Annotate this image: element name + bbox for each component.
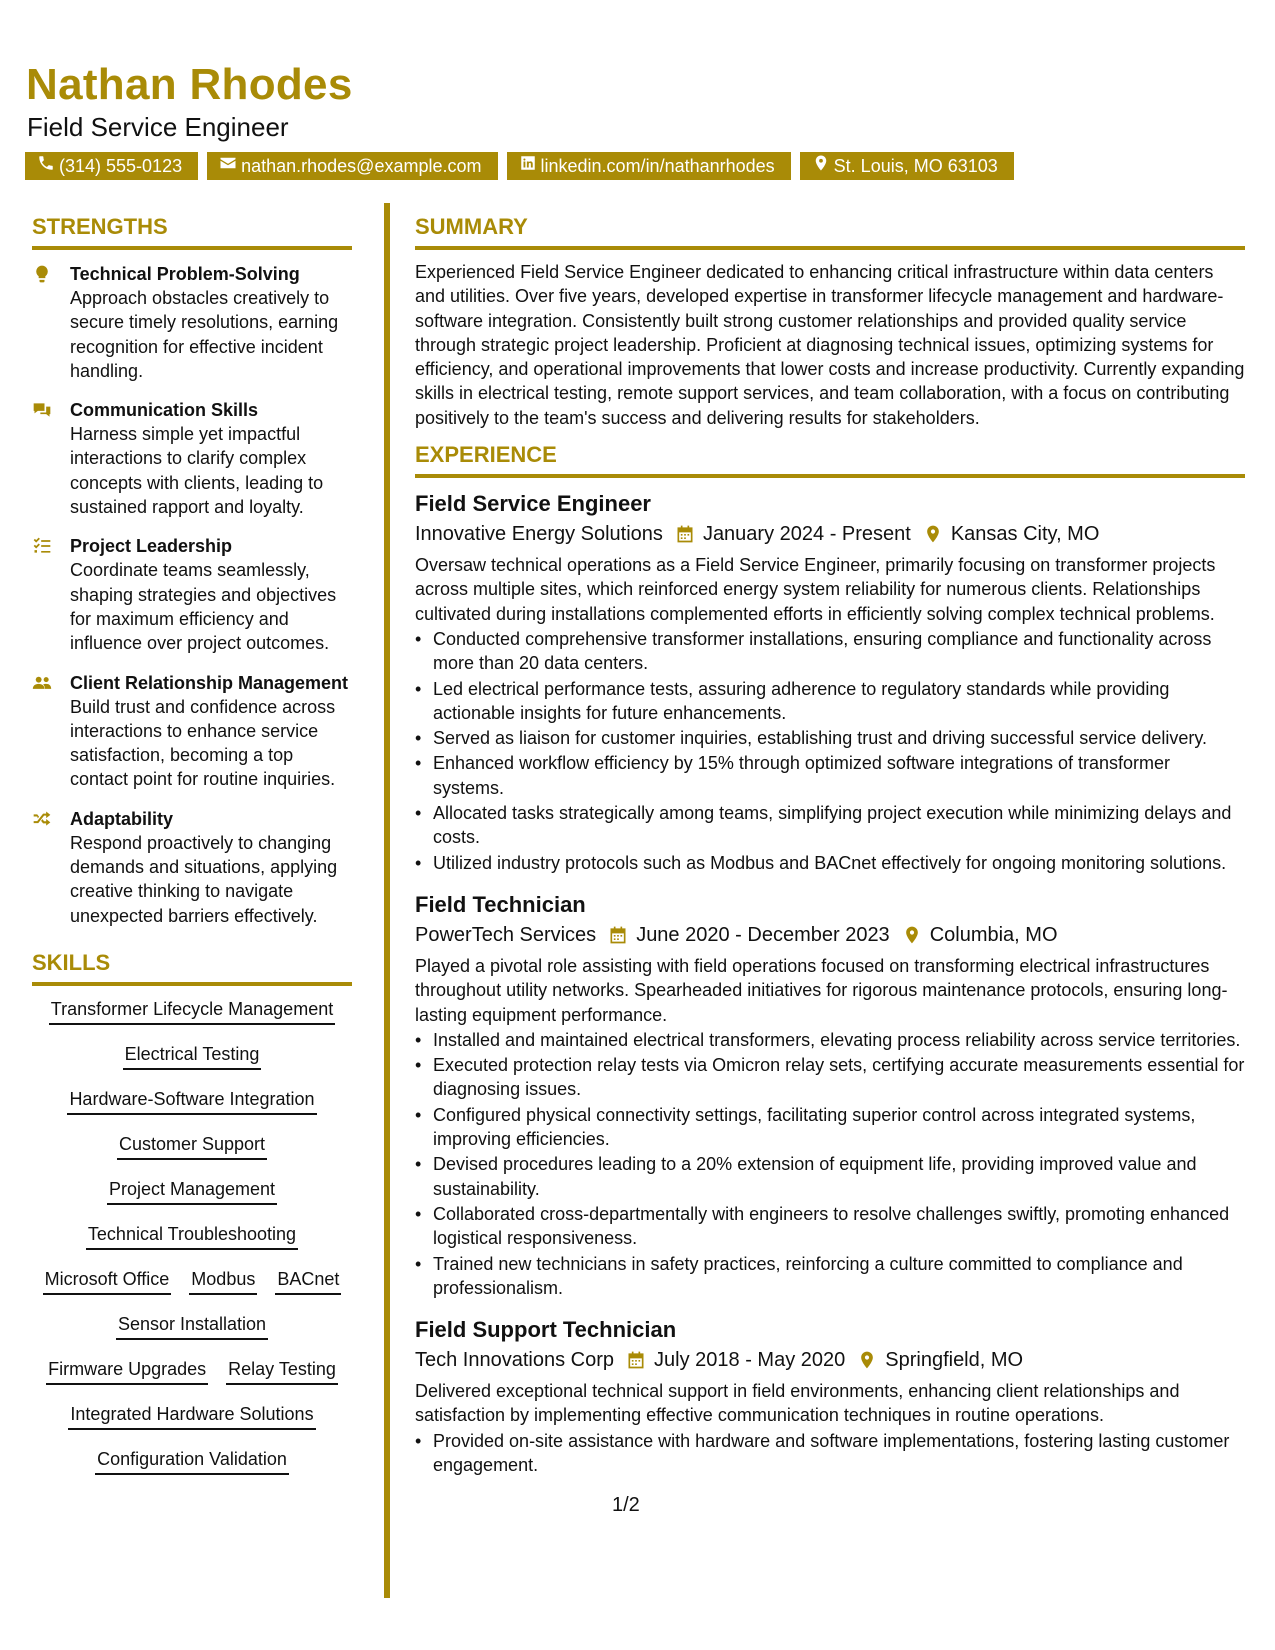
job-meta [415, 519, 1245, 549]
skill-tag: Technical Troubleshooting [86, 1223, 298, 1250]
skill-tag: Firmware Upgrades [46, 1358, 208, 1385]
page-number: 1/2 [612, 1494, 640, 1516]
experience-heading: EXPERIENCE [415, 442, 1245, 478]
strength-desc: Respond proactively to changing demands and situations, applying creative thinking to navigate unexpected barriers effectively. [70, 832, 338, 926]
bullet-item: • Enhanced workflow efficiency by 15% through optimized software integrations of transformer systems. [433, 751, 1245, 800]
bullet-item: • Configured physical connectivity settings, facilitating superior control across integrated systems, improving efficiencies. [433, 1103, 1245, 1152]
phone-icon [37, 152, 55, 180]
location-text: St. Louis, MO 63103 [833, 156, 998, 176]
strength-title: Client Relationship Management [70, 672, 349, 693]
bullet-item: • Served as liaison for customer inquiries, establishing trust and driving successful service delivery. [433, 726, 1245, 750]
skills-heading: SKILLS [32, 950, 352, 986]
map-pin-icon [812, 152, 830, 180]
skill-tag: Relay Testing [226, 1358, 338, 1385]
map-pin-icon [902, 925, 922, 945]
calendar-icon [675, 524, 695, 544]
candidate-name: Nathan Rhodes [26, 60, 353, 109]
job-title: Field Technician [415, 891, 586, 917]
job-description: Delivered exceptional technical support in field environments, enhancing client relationships and satisfaction by implementing effective communication techniques in routine operations. [415, 1381, 1180, 1426]
strength-desc: Approach obstacles creatively to secure timely resolutions, earning recognition for effective incident handling. [70, 288, 339, 381]
skill-tag: BACnet [275, 1268, 341, 1295]
skill-tag: Integrated Hardware Solutions [68, 1403, 315, 1430]
user-group-icon [32, 671, 70, 792]
job-dates: July 2018 - May 2020 [654, 1349, 846, 1372]
bullet-item: • Allocated tasks strategically among teams, simplifying project execution while minimizing delays and costs. [433, 801, 1245, 850]
contact-phone[interactable] [25, 152, 198, 180]
column-divider [384, 203, 390, 1598]
bullet-item: • Installed and maintained electrical transformers, elevating process reliability across service territories. [433, 1028, 1245, 1052]
job-title: Field Service Engineer [415, 491, 651, 517]
email-text: nathan.rhodes@example.com [241, 156, 482, 176]
bullet-item: • Collaborated cross-departmentally with engineers to resolve challenges swiftly, promoting enhanced logistical responsiveness. [433, 1202, 1245, 1251]
list-check-icon [32, 534, 70, 655]
job-meta [415, 920, 1245, 950]
strength-item [32, 262, 352, 383]
job-description: Oversaw technical operations as a Field Service Engineer, primarily focusing on transformer projects across multiple sites, which reinforced energy system reliability for numerous clients. Relationships cultivated during installations complemented efforts in efficiently solving complex technical problems. [415, 555, 1216, 624]
job-bullets [415, 627, 1245, 875]
skill-tag: Hardware-Software Integration [67, 1088, 316, 1115]
calendar-icon [626, 1350, 646, 1370]
bullet-item: • Executed protection relay tests via Omicron relay sets, certifying accurate measurements essential for diagnosing issues. [433, 1053, 1245, 1102]
job-bullets [415, 1429, 1245, 1478]
job-company: Tech Innovations Corp [415, 1349, 615, 1372]
skill-tag: Modbus [189, 1268, 257, 1295]
lightbulb-icon [32, 262, 70, 383]
candidate-title: Field Service Engineer [27, 112, 289, 142]
shuffle-icon [32, 807, 70, 928]
job-location: Columbia, MO [929, 923, 1058, 946]
skill-tag: Electrical Testing [123, 1043, 262, 1070]
bullet-item: • Utilized industry protocols such as Modbus and BACnet effectively for ongoing monitoring solutions. [433, 851, 1245, 875]
comments-icon [32, 398, 70, 519]
job-company: Innovative Energy Solutions [415, 523, 663, 546]
bullet-item: • Provided on-site assistance with hardware and software implementations, fostering lasting customer engagement. [433, 1429, 1245, 1478]
strength-item [32, 807, 352, 928]
strength-desc: Build trust and confidence across interactions to enhance service satisfaction, becoming a top contact point for routine inquiries. [70, 696, 336, 790]
map-pin-icon [857, 1350, 877, 1370]
calendar-icon [608, 925, 628, 945]
bullet-item: • Conducted comprehensive transformer installations, ensuring compliance and functionality across more than 20 data centers. [433, 627, 1245, 676]
contact-email[interactable] [207, 152, 497, 180]
job-dates: January 2024 - Present [702, 523, 911, 546]
contact-linkedin[interactable] [507, 152, 791, 180]
summary-text: Experienced Field Service Engineer dedicated to enhancing critical infrastructure within data centers and utilities. Over five years, developed expertise in transformer lifecycle management and hardware-software integration. Consistently built strong customer relationships and provided quality service through strategic project leadership. Proficient at diagnosing technical issues, optimizing systems for efficiency, and operational improvements that lower costs and increase productivity. Currently expanding skills in electrical testing, remote support services, and team collaboration, with a focus on contributing positively to the team's success and delivering results for stakeholders. [415, 262, 1245, 428]
job-location: Kansas City, MO [950, 523, 1100, 546]
strength-title: Technical Problem-Solving [70, 264, 300, 284]
skill-tag: Customer Support [117, 1133, 267, 1160]
skills-list [32, 998, 352, 1475]
skill-tag: Configuration Validation [95, 1448, 289, 1475]
strength-title: Adaptability [70, 808, 174, 829]
map-pin-icon [923, 524, 943, 544]
strength-desc: Harness simple yet impactful interactions to clarify complex concepts with clients, leading to sustained rapport and loyalty. [70, 424, 324, 518]
job-location: Springfield, MO [885, 1349, 1024, 1372]
skill-tag: Project Management [107, 1178, 277, 1205]
bullet-item: • Trained new technicians in safety practices, reinforcing a culture committed to compliance and professionalism. [433, 1252, 1245, 1301]
strengths-heading: STRENGTHS [32, 214, 352, 250]
job-company: PowerTech Services [415, 923, 597, 946]
job-dates: June 2020 - December 2023 [636, 923, 890, 946]
strength-item [32, 398, 352, 519]
job-bullets [415, 1028, 1245, 1300]
skill-tag: Transformer Lifecycle Management [49, 998, 335, 1025]
skill-tag: Microsoft Office [43, 1268, 172, 1295]
bullet-item: • Devised procedures leading to a 20% extension of equipment life, providing improved value and sustainability. [433, 1152, 1245, 1201]
bullet-item: • Led electrical performance tests, assuring adherence to regulatory standards while providing actionable insights for future enhancements. [433, 677, 1245, 726]
job-entry [415, 490, 1245, 875]
job-title: Field Support Technician [415, 1317, 677, 1343]
job-meta [415, 1345, 1245, 1375]
strength-item [32, 671, 352, 792]
strength-desc: Coordinate teams seamlessly, shaping strategies and objectives for maximum efficiency and influence over project outcomes. [70, 560, 337, 654]
job-entry [415, 1316, 1245, 1477]
phone-text: (314) 555-0123 [59, 156, 183, 176]
contact-location [800, 152, 1014, 180]
strength-title: Project Leadership [70, 536, 233, 557]
linkedin-text: linkedin.com/in/nathanrhodes [540, 156, 775, 176]
summary-heading: SUMMARY [415, 214, 1245, 250]
linkedin-icon [519, 152, 537, 180]
strength-item [32, 534, 352, 655]
job-description: Played a pivotal role assisting with field operations focused on transforming electrical infrastructures throughout utility networks. Spearheaded initiatives for rigorous maintenance protocols, ensuring long-lasting equipment performance. [415, 955, 1228, 1025]
envelope-icon [219, 152, 237, 180]
left-column [32, 214, 352, 1493]
job-entry [415, 891, 1245, 1300]
strength-title: Communication Skills [70, 400, 259, 421]
contact-bar [25, 152, 1014, 180]
skill-tag: Sensor Installation [116, 1313, 268, 1340]
right-column [415, 214, 1245, 1493]
